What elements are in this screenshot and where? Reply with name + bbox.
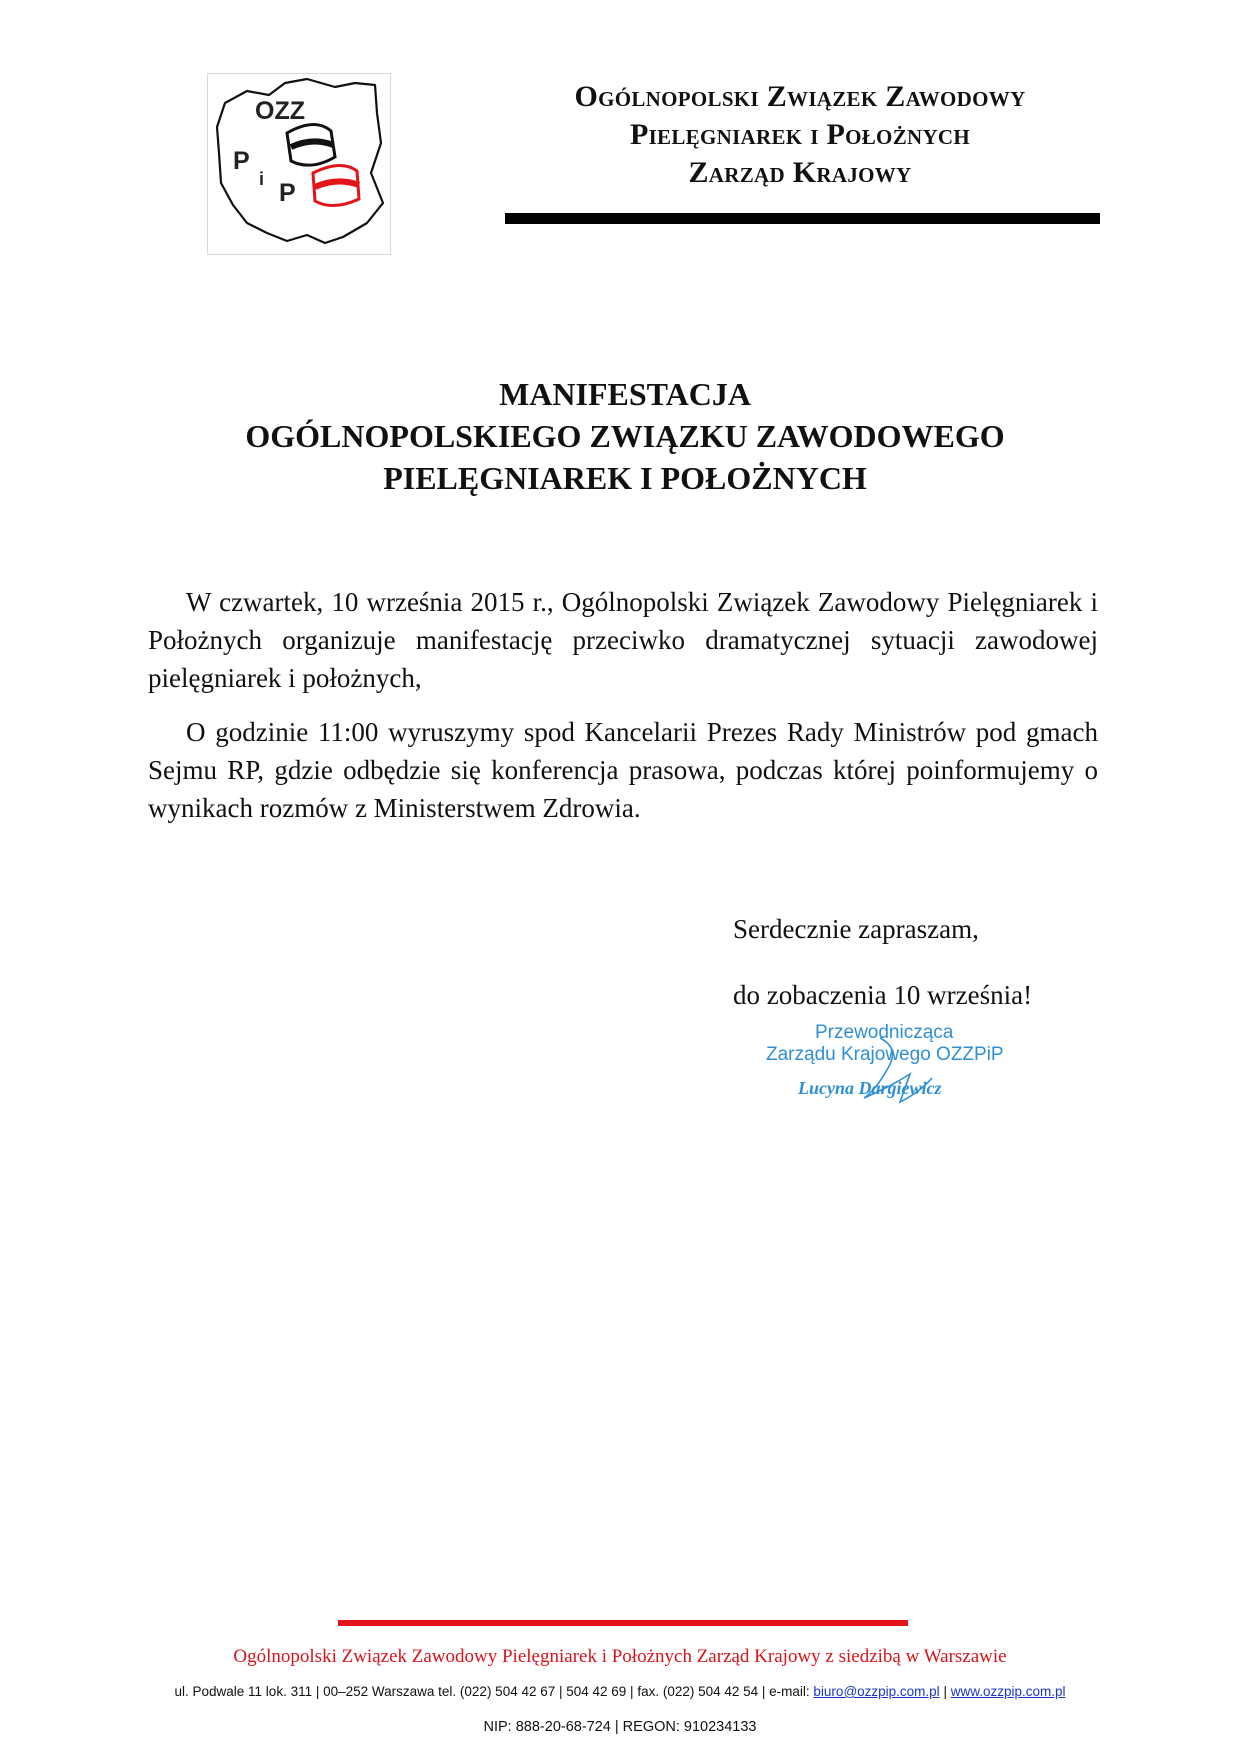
- org-name-line-3: Zarząd Krajowy: [688, 156, 912, 189]
- stamp-board: Zarządu Krajowego OZZPiP: [766, 1044, 1004, 1065]
- closing-greeting: Serdecznie zapraszam,: [733, 914, 979, 944]
- document-title: [140, 373, 1110, 499]
- title-line-3: PIELĘGNIAREK I POŁOŻNYCH: [383, 460, 867, 496]
- svg-text:i: i: [259, 169, 265, 189]
- stamp-name: Lucyna Dargiewicz: [798, 1078, 942, 1098]
- signature-stamp: [760, 1018, 1010, 1124]
- title-line-1: MANIFESTACJA: [499, 376, 751, 412]
- footer-registration-ids: NIP: 888-20-68-724 | REGON: 910234133: [483, 1719, 757, 1735]
- footer-contact: [0, 1684, 1240, 1699]
- closing-block: [733, 910, 1032, 1014]
- footer-address: ul. Podwale 11 lok. 311 | 00–252 Warszawa tel. (022) 504 42 67 | 504 42 69 | fax. (022) 504 42 54 | e-mail:: [174, 1684, 814, 1699]
- website-link[interactable]: www.ozzpip.com.pl: [950, 1684, 1066, 1699]
- title-line-2: OGÓLNOPOLSKIEGO ZWIĄZKU ZAWODOWEGO: [245, 418, 1005, 454]
- footer-organization: Ogólnopolski Związek Zawodowy Pielęgniarek i Położnych Zarząd Krajowy z siedzibą w Warszawie: [233, 1646, 1007, 1667]
- svg-text:OZZ: OZZ: [255, 97, 305, 125]
- organization-header: [505, 78, 1095, 192]
- poland-map-nurse-caps-logo: [207, 73, 391, 255]
- org-name-line-1: Ogólnopolski Związek Zawodowy: [574, 80, 1026, 113]
- body-paragraph: O godzinie 11:00 wyruszymy spod Kancelarii Prezes Rady Ministrów pod gmach Sejmu RP, gdzie odbędzie się konferencja prasowa, podczas której poinformujemy o wynikach rozmów z Ministerstwem Zdrowia.: [148, 717, 1098, 823]
- nurse-cap-black-icon: [287, 124, 335, 165]
- header-divider: [505, 213, 1100, 224]
- closing-farewell: do zobaczenia 10 września!: [733, 980, 1033, 1010]
- footer-separator: |: [939, 1684, 951, 1699]
- letter-body: [148, 583, 1098, 843]
- nurse-cap-red-icon: [313, 165, 359, 205]
- body-paragraph: W czwartek, 10 września 2015 r., Ogólnopolski Związek Zawodowy Pielęgniarek i Położnych organizuje manifestację przeciwko dramatycznej sytuacji zawodowej pielęgniarek i położnych,: [148, 587, 1098, 693]
- svg-text:P: P: [279, 179, 296, 207]
- org-name-line-2: Pielęgniarek i Położnych: [629, 118, 971, 151]
- footer-divider: [338, 1620, 908, 1626]
- union-logo: [207, 73, 391, 255]
- stamp-title: Przewodnicząca: [815, 1022, 954, 1043]
- email-link[interactable]: biuro@ozzpip.com.pl: [813, 1684, 940, 1699]
- handwritten-signature-icon: [760, 1018, 1010, 1124]
- svg-text:P: P: [233, 147, 250, 175]
